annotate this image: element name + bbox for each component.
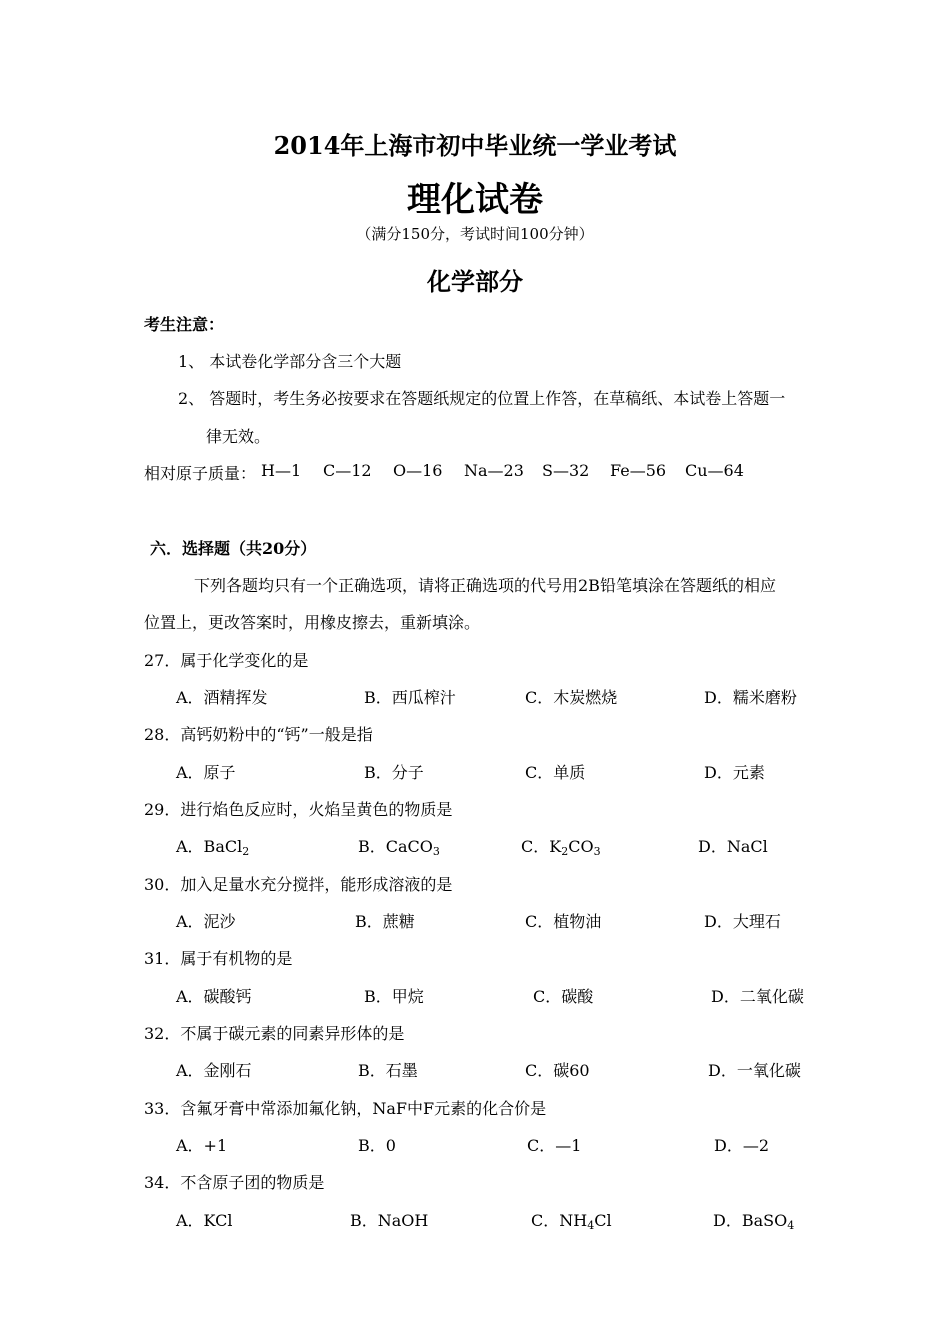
question-28-option-b: B．分子 xyxy=(364,763,424,782)
question-27-option-d: D．糯米磨粉 xyxy=(704,688,797,707)
question-32-option-d: D．一氧化碳 xyxy=(708,1061,801,1080)
question-32-option-a: A．金刚石 xyxy=(176,1061,252,1080)
section-6-heading: 六．选择题（共20分） xyxy=(150,539,317,558)
question-29-option-b: B．CaCO$_3$ xyxy=(358,837,440,858)
atomic-mass-s: S—32 xyxy=(542,461,590,480)
question-31-option-c: C．碳酸 xyxy=(533,987,594,1006)
question-29-option-c: C．$K_2CO_3$ xyxy=(521,837,601,858)
atomic-mass-h: H—1 xyxy=(261,461,302,480)
question-31-stem: 31．属于有机物的是 xyxy=(144,949,293,968)
notice-item-2-line-1: 2、 答题时，考生务必按要求在答题纸规定的位置上作答，在草稿纸、本试卷上答题一 xyxy=(178,389,786,408)
notice-heading: 考生注意： xyxy=(144,315,225,334)
notice-item-1: 1、 本试卷化学部分含三个大题 xyxy=(178,352,402,371)
question-32-option-c: C．碳60 xyxy=(525,1061,590,1080)
question-32-option-b: B．石墨 xyxy=(358,1061,418,1080)
question-29-stem: 29．进行焰色反应时，火焰呈黄色的物质是 xyxy=(144,800,453,819)
question-30-option-a: A．泥沙 xyxy=(176,912,236,931)
section-6-instruction-line-1: 下列各题均只有一个正确选项，请将正确选项的代号用2B铅笔填涂在答题纸的相应 xyxy=(194,576,776,595)
question-33-option-b: B．0 xyxy=(358,1136,396,1155)
question-28-stem: 28．高钙奶粉中的“钙”一般是指 xyxy=(144,725,373,744)
question-28-option-a: A．原子 xyxy=(176,763,236,782)
question-27-stem: 27．属于化学变化的是 xyxy=(144,651,309,670)
question-31-option-a: A．碳酸钙 xyxy=(176,987,252,1006)
question-30-stem: 30．加入足量水充分搅拌，能形成溶液的是 xyxy=(144,875,453,894)
atomic-mass-o: O—16 xyxy=(393,461,443,480)
section-6-instruction-line-2: 位置上，更改答案时，用橡皮擦去，重新填涂。 xyxy=(144,613,481,632)
question-33-option-a: A．+1 xyxy=(176,1136,228,1155)
paper-title: 理化试卷 xyxy=(407,180,543,220)
question-27-option-b: B．西瓜榨汁 xyxy=(364,688,456,707)
question-29-option-a: A．BaCl$_2$ xyxy=(176,837,250,858)
question-31-option-d: D．二氧化碳 xyxy=(711,987,804,1006)
atomic-mass-c: C—12 xyxy=(323,461,372,480)
question-32-stem: 32．不属于碳元素的同素异形体的是 xyxy=(144,1024,405,1043)
atomic-mass-cu: Cu—64 xyxy=(685,461,744,480)
atomic-mass-label: 相对原子质量： xyxy=(144,464,257,483)
question-28-option-c: C．单质 xyxy=(525,763,586,782)
question-30-option-c: C．植物油 xyxy=(525,912,602,931)
exam-title: 2014年上海市初中毕业统一学业考试 xyxy=(273,131,677,160)
question-28-option-d: D．元素 xyxy=(704,763,765,782)
question-27-option-a: A．酒精挥发 xyxy=(176,688,268,707)
question-33-option-d: D．—2 xyxy=(714,1136,770,1155)
question-34-option-a: A．KCl xyxy=(176,1211,233,1230)
notice-item-2-line-2: 律无效。 xyxy=(206,427,271,446)
question-30-option-d: D．大理石 xyxy=(704,912,781,931)
atomic-mass-na: Na—23 xyxy=(464,461,524,480)
question-29-option-d: D．NaCl xyxy=(698,837,768,856)
question-33-option-c: C．—1 xyxy=(527,1136,582,1155)
section-title: 化学部分 xyxy=(427,267,523,296)
question-30-option-b: B．蔗糖 xyxy=(355,912,415,931)
question-34-option-b: B．NaOH xyxy=(350,1211,429,1230)
question-31-option-b: B．甲烷 xyxy=(364,987,424,1006)
atomic-mass-fe: Fe—56 xyxy=(610,461,667,480)
question-27-option-c: C．木炭燃烧 xyxy=(525,688,618,707)
question-33-stem: 33．含氟牙膏中常添加氟化钠，NaF中F元素的化合价是 xyxy=(144,1099,547,1118)
exam-subtitle: （满分150分，考试时间100分钟） xyxy=(356,225,594,243)
question-34-option-c: C．$NH_4Cl$ xyxy=(531,1211,612,1232)
question-34-option-d: D．BaSO$_4$ xyxy=(713,1211,795,1232)
question-34-stem: 34．不含原子团的物质是 xyxy=(144,1173,325,1192)
